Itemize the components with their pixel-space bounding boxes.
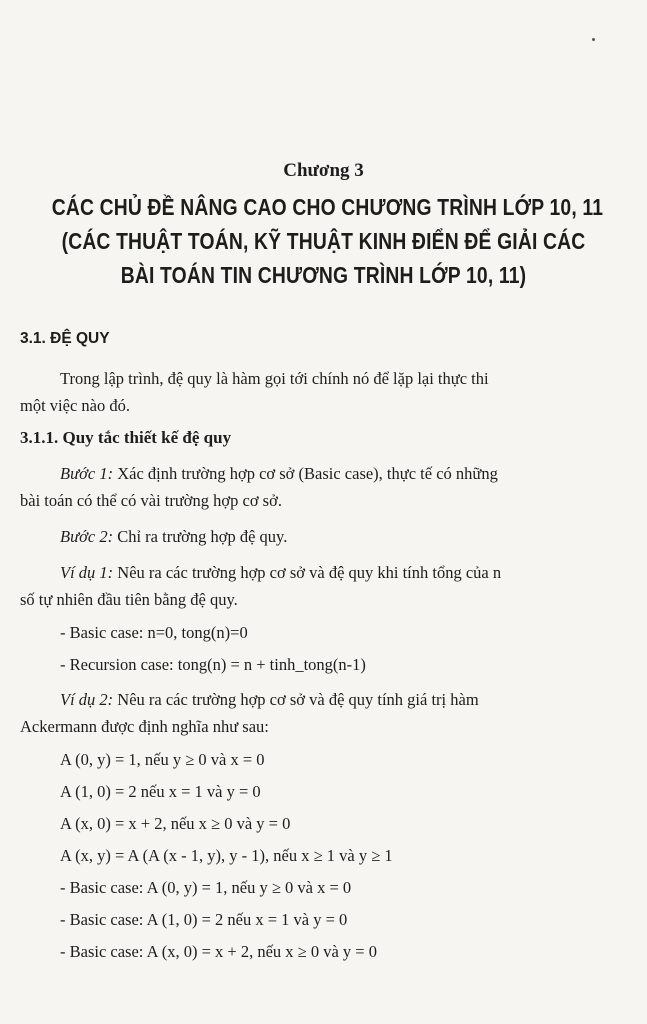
step1-text: bài toán có thể có vài trường hợp cơ sở. [20, 491, 282, 510]
step2-text: Chỉ ra trường hợp đệ quy. [113, 527, 288, 546]
example2-label: Ví dụ 2: [60, 690, 114, 709]
basic-case-line: - Basic case: A (0, y) = 1, nếu y ≥ 0 và x = 0 [60, 878, 352, 897]
example2-text: Nêu ra các trường hợp cơ sở và đệ quy tính giá trị hàm [113, 690, 479, 709]
chapter-title-line: BÀI TOÁN TIN CHƯƠNG TRÌNH LỚP 10, 11) [120, 262, 527, 288]
step2-label: Bước 2: [60, 527, 114, 546]
example1-paragraph [20, 559, 608, 613]
example1-recursion-case: - Recursion case: tong(n) = n + tinh_tong(n-1) [60, 655, 366, 674]
example1-basic-case: - Basic case: n=0, tong(n)=0 [60, 623, 248, 642]
chapter-title-line: (CÁC THUẬT TOÁN, KỸ THUẬT KINH ĐIỂN ĐỂ GIẢI CÁC [61, 228, 586, 254]
section-heading: 3.1. ĐỆ QUY [20, 330, 110, 347]
step2-paragraph [20, 523, 608, 550]
step1-text: Xác định trường hợp cơ sở (Basic case), thực tế có những [113, 464, 498, 483]
example1-text: Nêu ra các trường hợp cơ sở và đệ quy khi tính tổng của n [113, 563, 502, 582]
example2-text: Ackermann được định nghĩa như sau: [20, 717, 269, 736]
page-body [20, 330, 608, 973]
example1-text: số tự nhiên đầu tiên bằng đệ quy. [20, 590, 238, 609]
chapter-title [51, 190, 604, 292]
basic-case-line: - Basic case: A (1, 0) = 2 nếu x = 1 và y = 0 [60, 910, 348, 929]
example2-paragraph [20, 686, 608, 740]
intro-line: một việc nào đó. [20, 396, 130, 415]
step1-label: Bước 1: [60, 464, 114, 483]
chapter-label: Chương 3 [283, 160, 364, 181]
formula-line: A (0, y) = 1, nếu y ≥ 0 và x = 0 [60, 750, 265, 769]
step1-paragraph [20, 460, 608, 514]
formula-line: A (x, y) = A (A (x - 1, y), y - 1), nếu x ≥ 1 và y ≥ 1 [60, 846, 393, 865]
example1-label: Ví dụ 1: [60, 563, 114, 582]
intro-paragraph [20, 365, 608, 419]
page-speck [592, 38, 595, 41]
subsection-heading: 3.1.1. Quy tắc thiết kế đệ quy [20, 428, 232, 447]
formula-line: A (x, 0) = x + 2, nếu x ≥ 0 và y = 0 [60, 814, 291, 833]
chapter-title-line: CÁC CHỦ ĐỀ NÂNG CAO CHO CHƯƠNG TRÌNH LỚP 10, 11 [51, 194, 604, 220]
intro-line: Trong lập trình, đệ quy là hàm gọi tới chính nó để lặp lại thực thi [60, 369, 489, 388]
basic-case-line: - Basic case: A (x, 0) = x + 2, nếu x ≥ 0 và y = 0 [60, 942, 377, 961]
formula-line: A (1, 0) = 2 nếu x = 1 và y = 0 [60, 782, 261, 801]
